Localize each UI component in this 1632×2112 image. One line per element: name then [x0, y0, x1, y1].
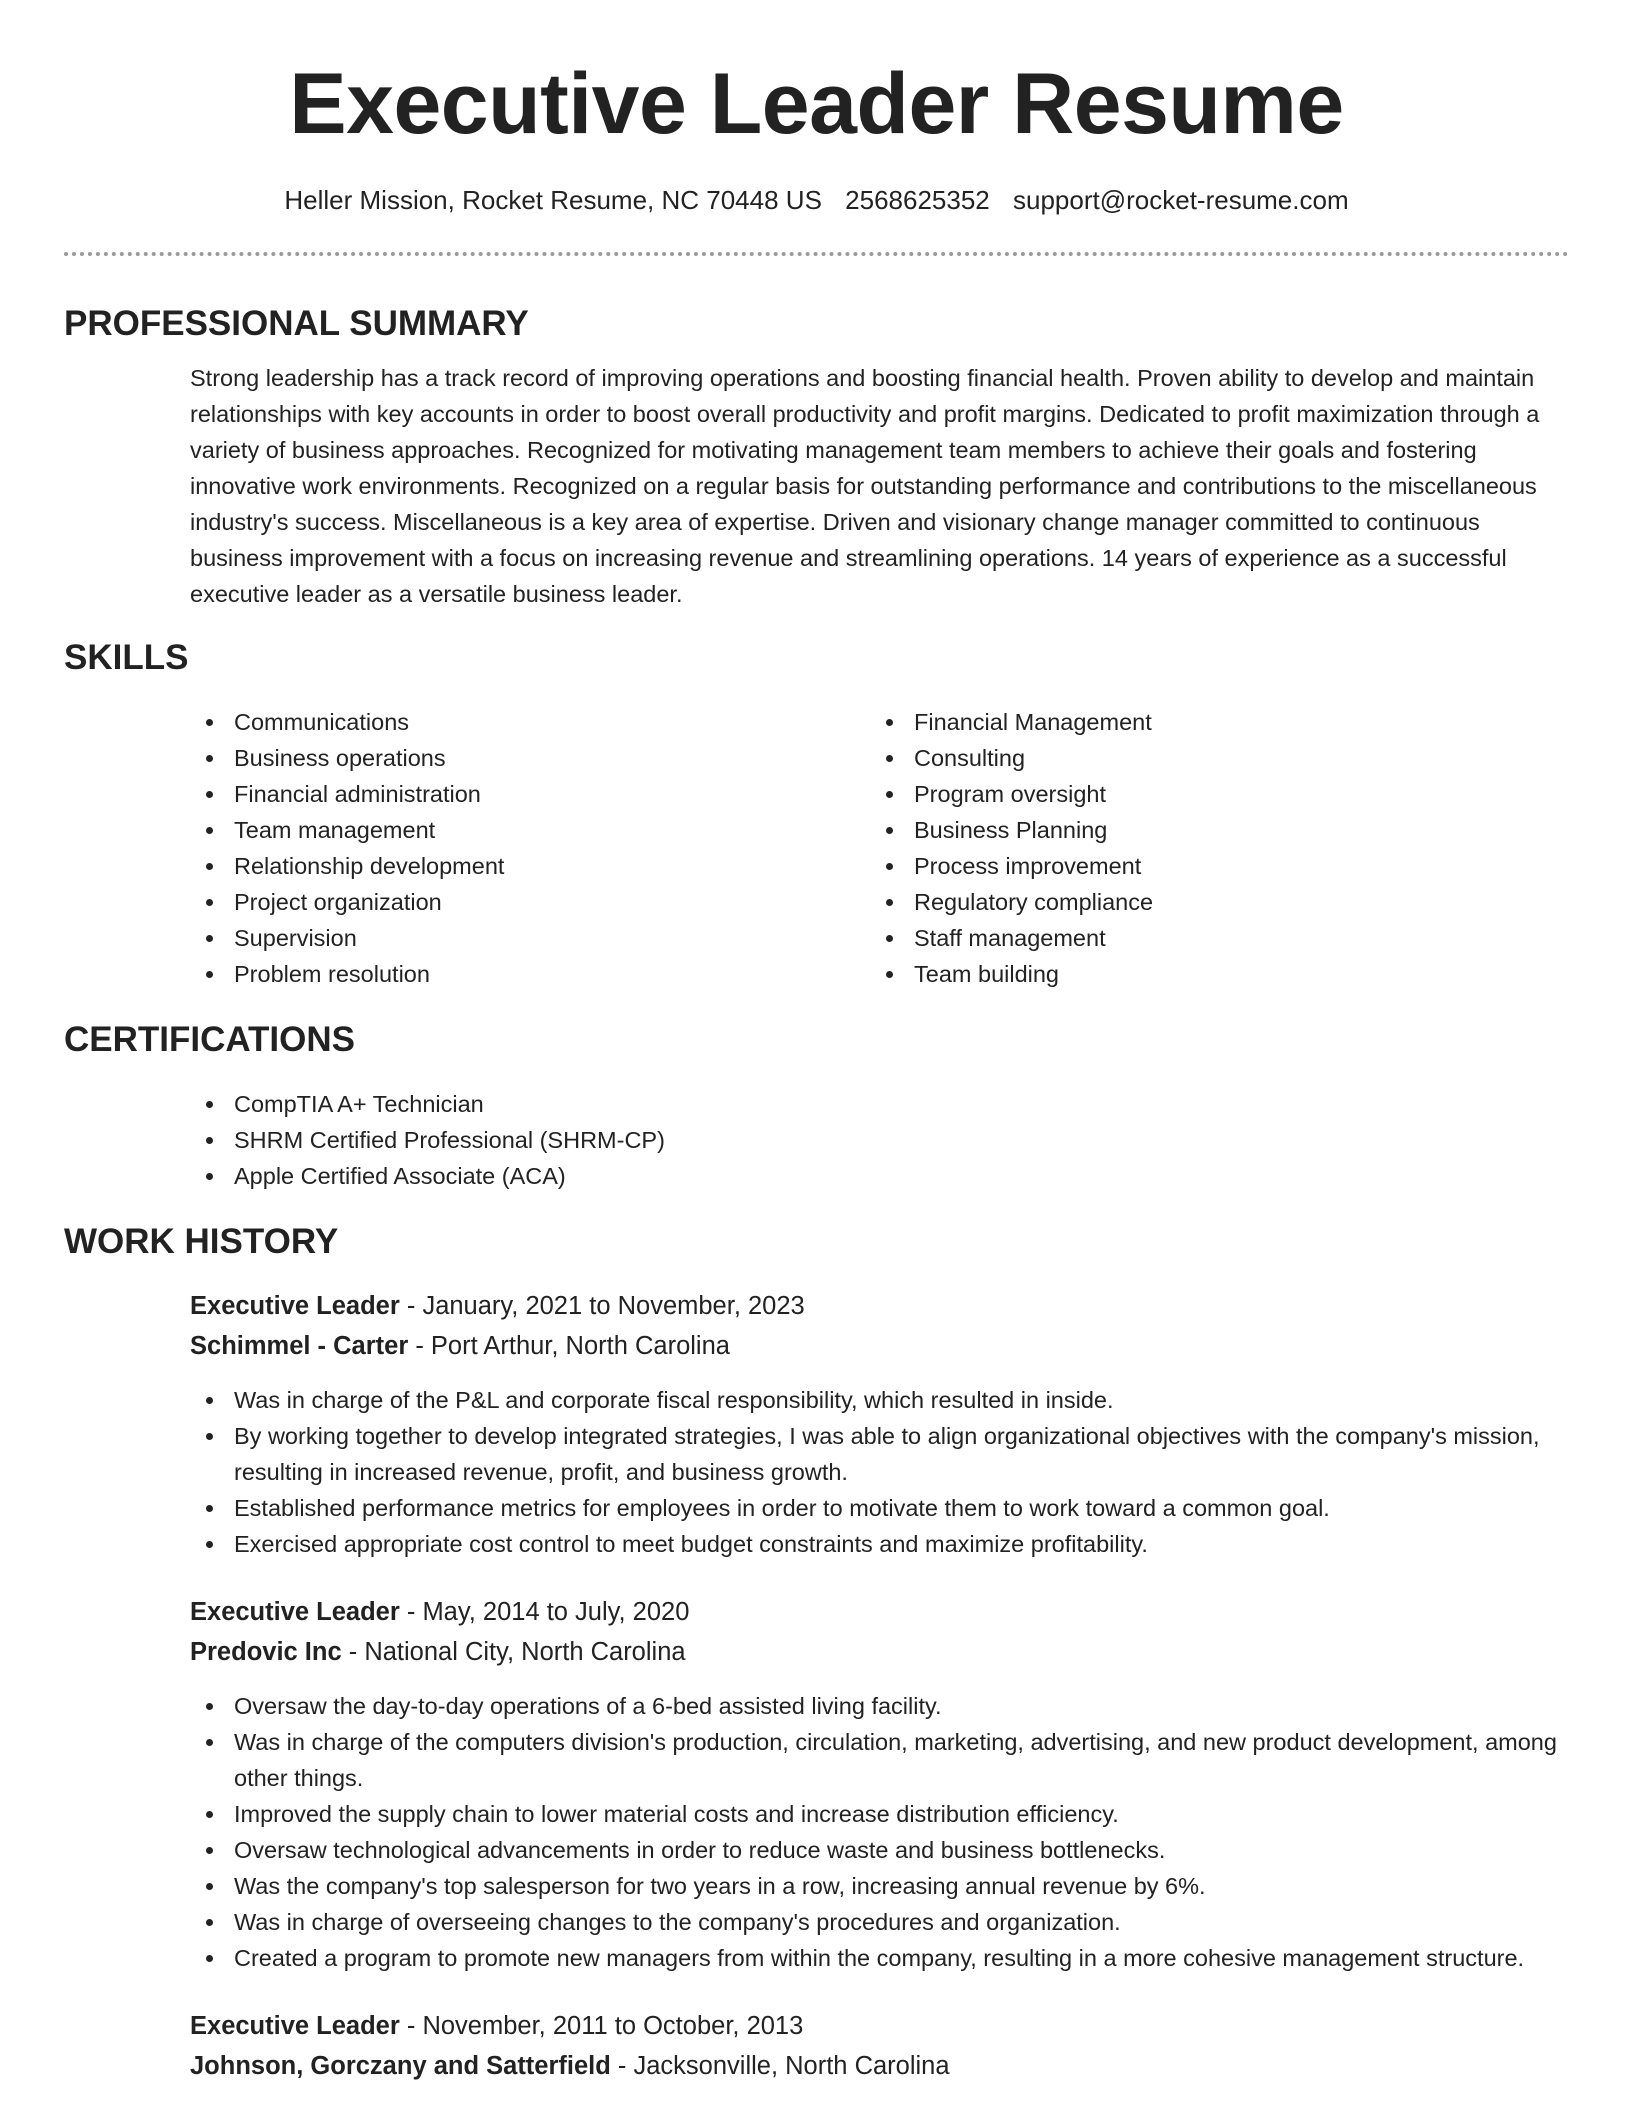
summary-heading: PROFESSIONAL SUMMARY	[64, 304, 529, 343]
job-duty-item: Established performance metrics for employees in order to motivate them to work toward a common goal.	[190, 1490, 1569, 1526]
job-duty-item: By working together to develop integrated strategies, I was able to align organizational objectives with the company's mission, resulting in increased revenue, profit, and business growth.	[190, 1418, 1569, 1490]
job-duty-item: Was the company's top salesperson for two years in a row, increasing annual revenue by 6%.	[190, 1868, 1569, 1904]
skills-right-list	[870, 704, 1550, 992]
job-company: Schimmel - Carter	[190, 1331, 409, 1360]
skill-item: Project organization	[190, 884, 870, 920]
job-duty-item: Created a program to promote new managers from within the company, resulting in a more cohesive management structure.	[190, 1940, 1569, 1976]
skills-columns	[190, 704, 1569, 992]
skill-item: Program oversight	[870, 776, 1550, 812]
job-location: - National City, North Carolina	[341, 1637, 686, 1666]
certifications-heading: CERTIFICATIONS	[64, 1019, 356, 1059]
skill-item: Team building	[870, 956, 1550, 992]
job-duty-item: Oversaw technological advancements in order to reduce waste and business bottlenecks.	[190, 1832, 1569, 1868]
job-entry	[190, 1592, 1569, 1976]
resume-page	[64, 0, 1569, 2086]
job-title-line	[190, 1592, 1569, 1632]
certification-item: Apple Certified Associate (ACA)	[190, 1158, 1569, 1194]
skills-left-list	[190, 704, 870, 992]
job-duties-list	[190, 1382, 1569, 1562]
contact-phone: 2568625352	[845, 185, 990, 215]
job-entry	[190, 1286, 1569, 1562]
job-company: Predovic Inc	[190, 1637, 342, 1666]
skill-item: Problem resolution	[190, 956, 870, 992]
job-duty-item: Was in charge of the computers division's production, circulation, marketing, advertising, and new product development, among other things.	[190, 1724, 1569, 1796]
summary-text: Strong leadership has a track record of improving operations and boosting financial health. Proven ability to develop and maintain relationships with key accounts in order to boost overall productivity and profit margins. Dedicated to profit maximization through a variety of business approaches. Recognized for motivating management team members to achieve their goals and fostering innovative work environments. Recognized on a regular basis for outstanding performance and contributions to the miscellaneous industry's success. Miscellaneous is a key area of expertise. Driven and visionary change manager committed to continuous business improvement with a focus on increasing revenue and streamlining operations. 14 years of experience as a successful executive leader as a versatile business leader.	[190, 365, 1540, 607]
skill-item: Financial administration	[190, 776, 870, 812]
job-title-line	[190, 1286, 1569, 1326]
job-title-line	[190, 2006, 1569, 2046]
job-dates: - January, 2021 to November, 2023	[399, 1291, 805, 1320]
job-duties-list	[190, 1688, 1569, 1976]
job-duty-item: Exercised appropriate cost control to meet budget constraints and maximize profitability.	[190, 1526, 1569, 1562]
job-entry	[190, 2006, 1569, 2086]
job-company-line	[190, 2046, 1569, 2086]
skill-item: Regulatory compliance	[870, 884, 1550, 920]
job-duty-item: Was in charge of overseeing changes to the company's procedures and organization.	[190, 1904, 1569, 1940]
job-dates: - May, 2014 to July, 2020	[399, 1597, 690, 1626]
job-location: - Port Arthur, North Carolina	[408, 1331, 730, 1360]
contact-address: Heller Mission, Rocket Resume, NC 70448 US	[284, 185, 822, 215]
skill-item: Business Planning	[870, 812, 1550, 848]
skill-item: Supervision	[190, 920, 870, 956]
skill-item: Team management	[190, 812, 870, 848]
certification-item: SHRM Certified Professional (SHRM-CP)	[190, 1122, 1569, 1158]
skill-item: Financial Management	[870, 704, 1550, 740]
contact-email: support@rocket-resume.com	[1013, 185, 1349, 215]
job-title: Executive Leader	[190, 2011, 400, 2040]
contact-line	[64, 182, 1569, 218]
job-title: Executive Leader	[190, 1291, 400, 1320]
certification-item: CompTIA A+ Technician	[190, 1086, 1569, 1122]
resume-title: Executive Leader Resume	[289, 56, 1344, 152]
header-divider	[64, 252, 1569, 256]
skills-heading: SKILLS	[64, 637, 189, 677]
job-dates: - November, 2011 to October, 2013	[399, 2011, 804, 2040]
skill-item: Process improvement	[870, 848, 1550, 884]
certifications-list	[190, 1086, 1569, 1194]
job-company-line	[190, 1326, 1569, 1366]
job-company-line	[190, 1632, 1569, 1672]
job-duty-item: Oversaw the day-to-day operations of a 6-bed assisted living facility.	[190, 1688, 1569, 1724]
job-duty-item: Was in charge of the P&L and corporate fiscal responsibility, which resulted in inside.	[190, 1382, 1569, 1418]
skill-item: Staff management	[870, 920, 1550, 956]
job-company: Johnson, Gorczany and Satterfield	[190, 2051, 611, 2080]
skill-item: Business operations	[190, 740, 870, 776]
skill-item: Relationship development	[190, 848, 870, 884]
job-title: Executive Leader	[190, 1597, 400, 1626]
work-history-heading: WORK HISTORY	[64, 1221, 339, 1261]
skill-item: Communications	[190, 704, 870, 740]
skill-item: Consulting	[870, 740, 1550, 776]
job-location: - Jacksonville, North Carolina	[610, 2051, 950, 2080]
job-duty-item: Improved the supply chain to lower material costs and increase distribution efficiency.	[190, 1796, 1569, 1832]
